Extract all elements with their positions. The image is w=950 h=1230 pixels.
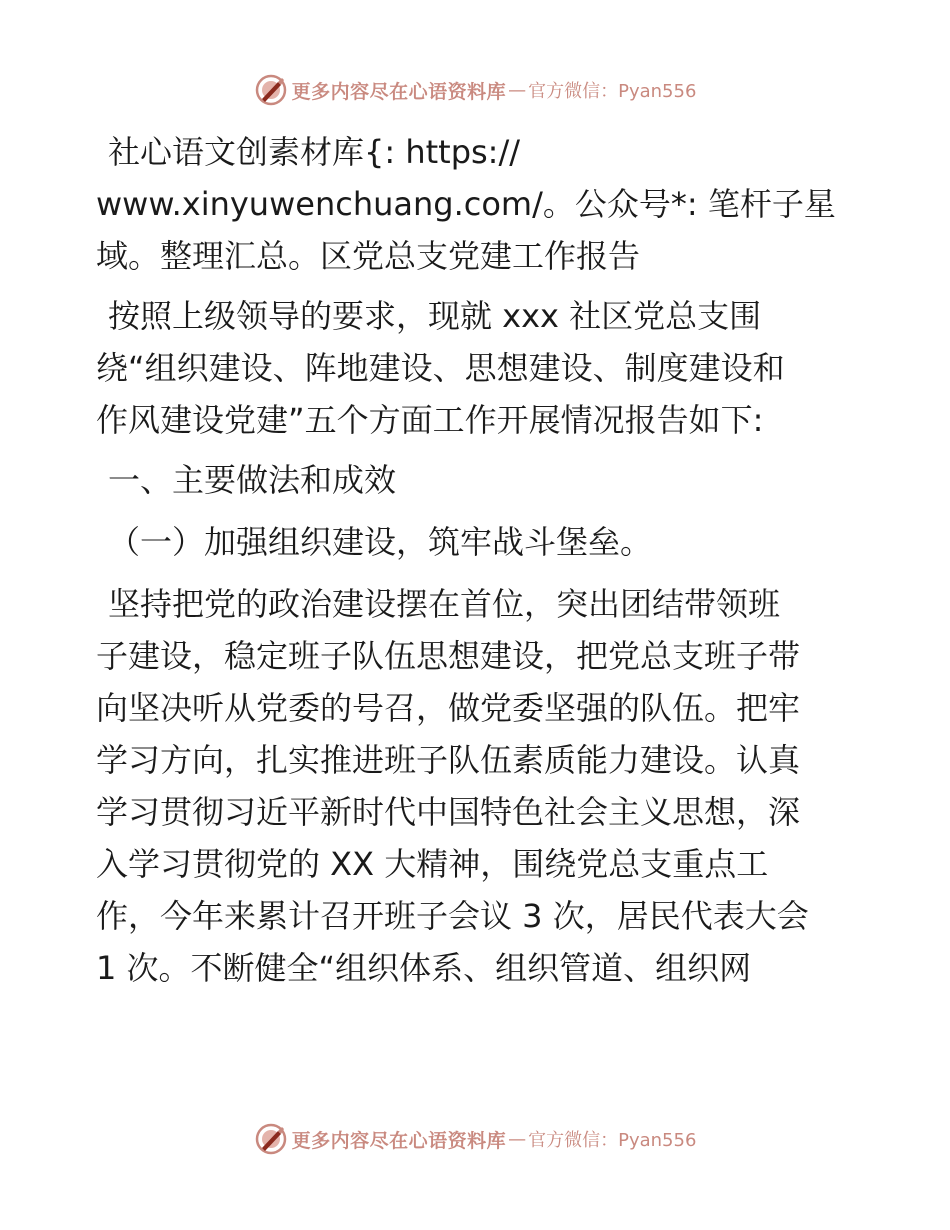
text-line: 绕“组织建设、阵地建设、思想建设、制度建设和 [96,349,785,387]
paragraph-organization [96,578,856,994]
watermark-brand-text: 更多内容尽在心语资料库 [291,80,507,103]
document-body [96,126,856,1002]
watermark-contact-text: 官方微信：Pyan556 [528,81,697,102]
text-line: 社心语文创素材库{: https:// [108,133,521,171]
text-line: 域。整理汇总。区党总支党建工作报告 [96,237,641,275]
watermark-brand-text: 更多内容尽在心语资料库 [291,1129,507,1152]
brand-logo-icon [254,1122,288,1156]
text-line: 作风建设党建”五个方面工作开展情况报告如下: [96,401,764,439]
text-line: 入学习贯彻党的 XX 大精神，围绕党总支重点工 [96,845,769,883]
text-line: 1 次。不断健全“组织体系、组织管道、组织网 [96,949,752,987]
heading-text: 一、主要做法和成效 [108,461,397,499]
text-line: 按照上级领导的要求，现就 xxx 社区党总支围 [108,297,762,335]
watermark-contact-text: 官方微信：Pyan556 [528,1130,697,1151]
watermark-separator: — [508,1128,527,1150]
text-line: 向坚决听从党委的号召，做党委坚强的队伍。把牢 [96,689,801,727]
text-line: 坚持把党的政治建设摆在首位，突出团结带领班 [108,585,781,623]
intro-paragraph [96,126,856,282]
text-line: 学习贯彻习近平新时代中国特色社会主义思想，深 [96,793,801,831]
header-watermark [0,70,950,110]
text-line: 学习方向，扎实推进班子队伍素质能力建设。认真 [96,741,801,779]
brand-logo-icon [254,73,288,107]
heading-text: （一）加强组织建设，筑牢战斗堡垒。 [108,523,653,561]
paragraph-report-scope [96,290,856,446]
section-heading-main [96,454,856,506]
text-line: www.xinyuwenchuang.com/。公众号*: 笔杆子星 [96,185,836,223]
text-line: 作，今年来累计召开班子会议 3 次，居民代表大会 [96,897,809,935]
watermark-separator: — [508,79,527,101]
text-line: 子建设，稳定班子队伍思想建设，把党总支班子带 [96,637,801,675]
section-heading-sub [96,516,856,568]
footer-watermark [0,1119,950,1159]
